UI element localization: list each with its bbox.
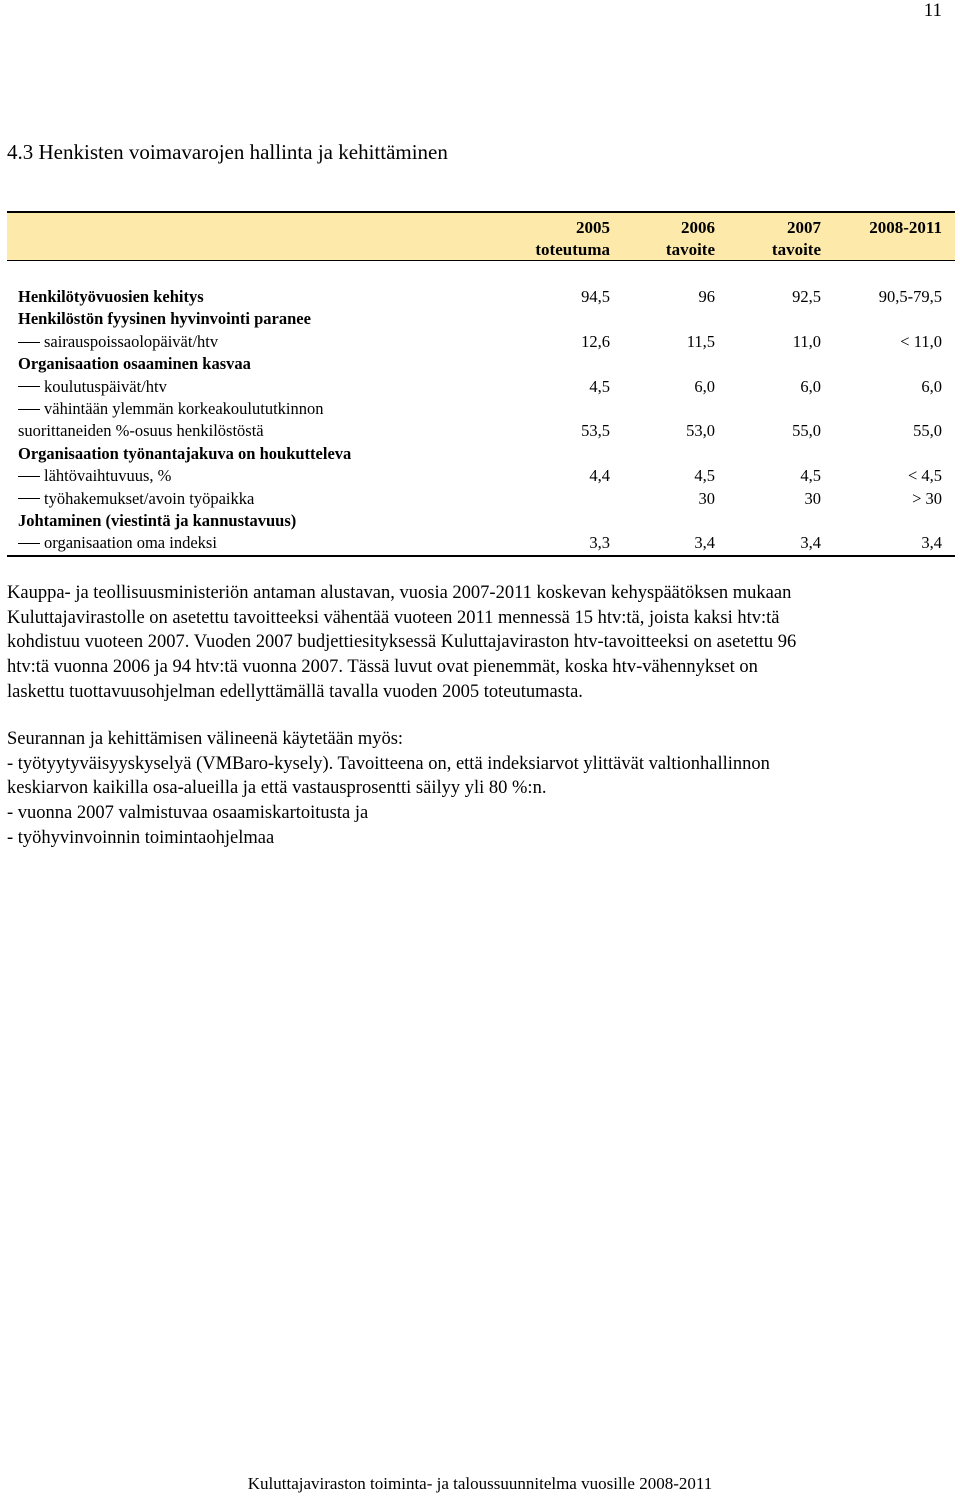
cell-value: 4,4 xyxy=(589,466,610,486)
row-label xyxy=(18,465,171,487)
row-label xyxy=(18,443,351,465)
row-label xyxy=(18,286,204,308)
paragraph-line: Kuluttajavirastolle on asetettu tavoitteeksi vähentää vuoteen 2011 mennessä 15 htv:tä, joista kaksi htv:tä xyxy=(7,607,780,628)
table-row xyxy=(7,398,955,420)
dash-icon xyxy=(18,342,40,343)
paragraph-line: - työhyvinvoinnin toimintaohjelmaa xyxy=(7,827,275,848)
cell-value: 3,3 xyxy=(589,533,610,553)
column-year: 2007 xyxy=(787,218,821,237)
row-label-text: Henkilötyövuosien kehitys xyxy=(18,287,204,306)
table-header xyxy=(7,211,955,261)
cell-value: 92,5 xyxy=(792,287,821,306)
cell-value: 30 xyxy=(698,488,715,508)
table-body xyxy=(7,261,955,557)
table-row xyxy=(7,308,955,330)
cell-value: 6,0 xyxy=(921,376,942,396)
section-heading: 4.3 Henkisten voimavarojen hallinta ja kehittäminen xyxy=(7,140,448,164)
dash-icon xyxy=(18,543,40,544)
cell-value: 12,6 xyxy=(581,331,610,351)
paragraph-budget xyxy=(7,581,937,705)
row-label-text: suorittaneiden %-osuus henkilöstöstä xyxy=(18,421,264,441)
table-row xyxy=(7,465,955,487)
row-label xyxy=(18,510,296,532)
cell-value: 6,0 xyxy=(800,376,821,396)
column-header-2007 xyxy=(772,217,821,261)
cell-value: 55,0 xyxy=(913,421,942,441)
row-label xyxy=(18,353,251,375)
table-row xyxy=(7,376,955,398)
row-label-text: sairauspoissaolopäivät/htv xyxy=(44,331,219,351)
table-row xyxy=(7,443,955,465)
cell-value: 53,0 xyxy=(686,421,715,441)
row-label xyxy=(18,376,167,398)
column-year: 2006 xyxy=(681,218,715,237)
indicator-table xyxy=(7,211,955,557)
cell-value: 55,0 xyxy=(792,421,821,441)
column-year: 2008-2011 xyxy=(869,218,942,237)
table-row xyxy=(7,488,955,510)
cell-value: 53,5 xyxy=(581,421,610,441)
paragraph-line: htv:tä vuonna 2006 ja 94 htv:tä vuonna 2007. Tässä luvut ovat pienemmät, koska htv-vähennykset on xyxy=(7,657,758,678)
cell-value: < 4,5 xyxy=(907,466,942,486)
row-label-text: organisaation oma indeksi xyxy=(44,533,217,553)
paragraph-line: - työtyytyväisyyskyselyä (VMBaro-kysely). Tavoitteena on, että indeksiarvot ylittävät valtionhallinnon xyxy=(7,753,770,774)
cell-value: 96 xyxy=(698,287,715,306)
cell-value: 90,5-79,5 xyxy=(878,287,942,306)
table-row xyxy=(7,532,955,554)
row-label xyxy=(18,532,217,554)
paragraph-line: Kauppa- ja teollisuusministeriön antaman alustavan, vuosia 2007-2011 koskevan kehyspäätöksen mukaan xyxy=(7,583,792,603)
paragraph-tools xyxy=(7,727,937,851)
paragraph-line: Seurannan ja kehittämisen välineenä käytetään myös: xyxy=(7,729,404,749)
table-row xyxy=(7,353,955,375)
cell-value: 4,5 xyxy=(694,466,715,486)
column-header-2005 xyxy=(535,217,610,261)
row-label xyxy=(18,331,218,353)
paragraph-line: - vuonna 2007 valmistuvaa osaamiskartoitusta ja xyxy=(7,803,369,824)
cell-value: 94,5 xyxy=(581,287,610,306)
column-header-2008-2011 xyxy=(869,217,942,239)
row-label-text: lähtövaihtuvuus, % xyxy=(44,466,172,486)
row-label xyxy=(18,398,324,420)
table-row xyxy=(7,510,955,532)
cell-value: 3,4 xyxy=(800,533,821,553)
table-row xyxy=(7,286,955,308)
row-label-text: Organisaation työnantajakuva on houkutteleva xyxy=(18,443,352,463)
column-year: 2005 xyxy=(576,218,610,237)
dash-icon xyxy=(18,409,40,410)
cell-value: 11,0 xyxy=(792,331,821,351)
row-label xyxy=(18,420,264,442)
row-label-text: Johtaminen (viestintä ja kannustavuus) xyxy=(18,510,297,530)
cell-value: 3,4 xyxy=(694,533,715,553)
row-label xyxy=(18,308,311,330)
row-label-text: työhakemukset/avoin työpaikka xyxy=(44,488,255,508)
paragraph-line: keskiarvon kaikilla osa-alueilla ja että vastausprosentti säilyy yli 80 %:n. xyxy=(7,778,547,799)
row-label xyxy=(18,488,254,510)
cell-value: 4,5 xyxy=(800,466,821,486)
cell-value: 11,5 xyxy=(686,331,715,351)
paragraph-line: laskettu tuottavuusohjelman edellyttämällä tavalla vuoden 2005 toteutumasta. xyxy=(7,681,583,702)
cell-value: 6,0 xyxy=(694,376,715,396)
column-type: tavoite xyxy=(665,240,715,259)
row-label-text: Organisaation osaaminen kasvaa xyxy=(18,354,251,374)
row-label-text: koulutuspäivät/htv xyxy=(44,376,167,396)
dash-icon xyxy=(18,498,40,499)
column-type: toteutuma xyxy=(535,240,610,259)
cell-value: 4,5 xyxy=(589,376,610,396)
dash-icon xyxy=(18,476,40,477)
table-row xyxy=(7,420,955,442)
column-type: tavoite xyxy=(771,240,821,259)
cell-value: 30 xyxy=(804,488,821,508)
paragraph-line: kohdistuu vuoteen 2007. Vuoden 2007 budjettiesityksessä Kuluttajaviraston htv-tavoitteeksi on asetettu 96 xyxy=(7,632,797,653)
page-number: 11 xyxy=(923,0,942,21)
page-footer: Kuluttajaviraston toiminta- ja taloussuunnitelma vuosille 2008-2011 xyxy=(247,1474,713,1493)
row-label-text: Henkilöstön fyysinen hyvinvointi paranee xyxy=(18,309,311,329)
dash-icon xyxy=(18,386,40,387)
cell-value: < 11,0 xyxy=(900,331,942,351)
table-row xyxy=(7,331,955,353)
cell-value: > 30 xyxy=(912,488,942,508)
column-header-2006 xyxy=(666,217,715,261)
cell-value: 3,4 xyxy=(921,533,942,553)
row-label-text: vähintään ylemmän korkeakoulututkinnon xyxy=(44,398,324,418)
